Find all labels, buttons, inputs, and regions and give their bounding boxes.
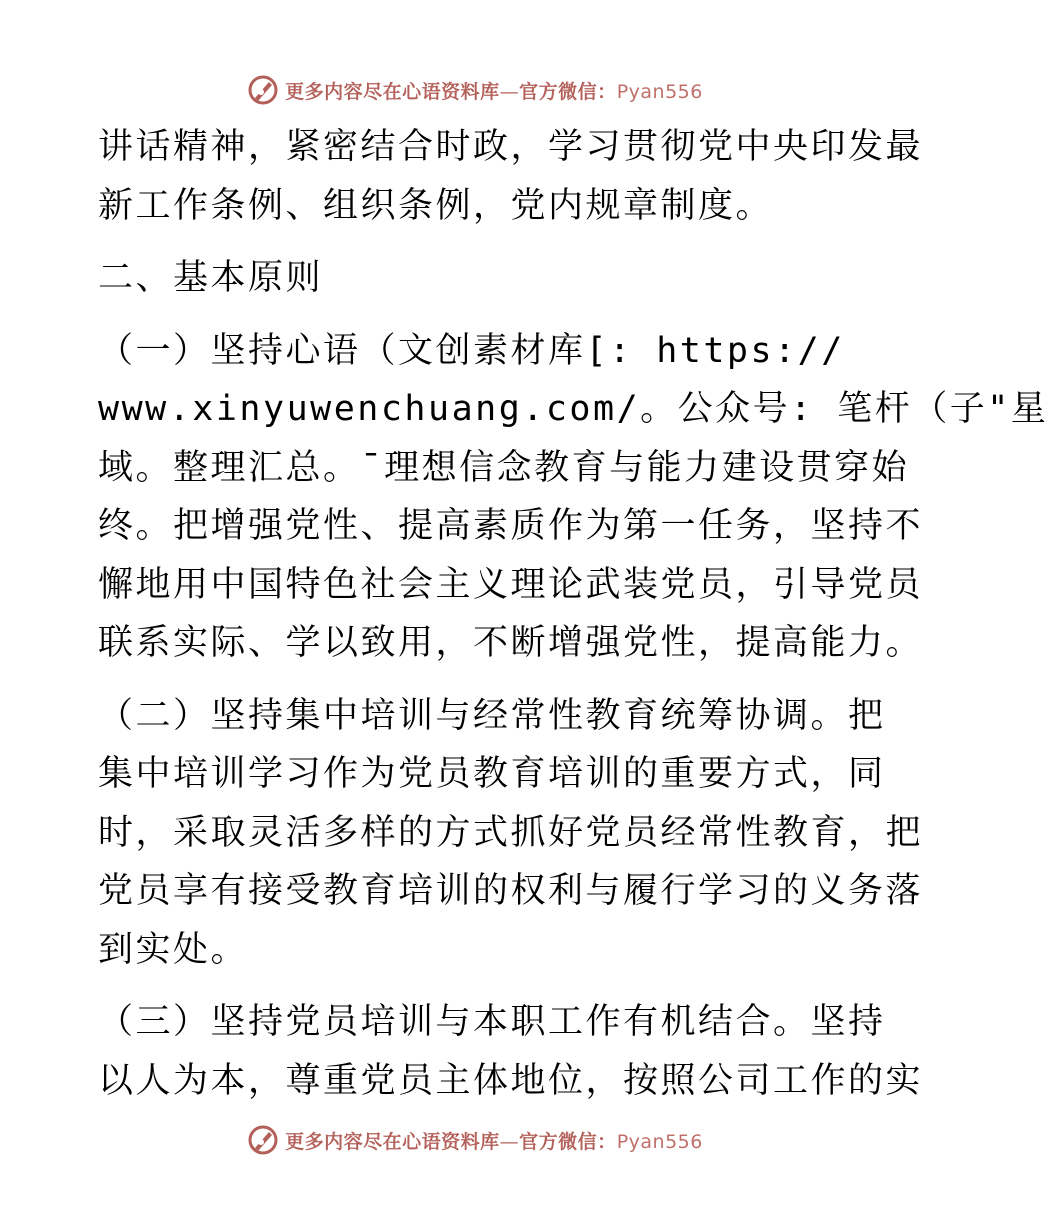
paragraph <box>98 993 924 1110</box>
text-line: （三）坚持党员培训与本职工作有机结合。坚持 <box>98 1002 886 1042</box>
watermark-dash: — <box>499 80 520 103</box>
paragraph <box>98 322 1048 673</box>
text-line: 讲话精神，紧密结合时政，学习贯彻党中央印发最 <box>98 127 924 167</box>
text-line: 新工作条例、组织条例，党内规章制度。 <box>98 185 774 226</box>
header-watermark <box>0 70 950 110</box>
footer-watermark <box>0 1120 950 1160</box>
text-line: （一）坚持心语（文创素材库[: https:// <box>98 330 845 371</box>
watermark-main-text: 更多内容尽在心语资料库 <box>285 1130 500 1153</box>
text-line: 二、基本原则 <box>98 258 324 298</box>
watermark-dash: — <box>499 1130 520 1153</box>
paragraph <box>98 118 924 235</box>
text-line: 党员享有接受教育培训的权利与履行学习的义务落 <box>98 871 924 911</box>
document-body <box>98 118 1048 1110</box>
watermark-wechat-label: 官方微信： <box>519 1130 617 1153</box>
text-line: www.xinyuwenchuang.com/。公众号: 笔杆（子"星 <box>98 389 1048 429</box>
paragraph <box>98 687 924 980</box>
text-line: 懈地用中国特色社会主义理论武装党员，引导党员 <box>98 564 924 605</box>
text-line: 域。整理汇总。¯理想信念教育与能力建设贯穿始 <box>98 447 910 488</box>
pen-logo-icon <box>247 74 279 106</box>
text-line: 终。把增强党性、提高素质作为第一任务，坚持不 <box>98 506 924 546</box>
watermark-wechat-id: Pyan556 <box>616 1130 703 1153</box>
text-line: 到实处。 <box>98 929 249 970</box>
text-line: 时，采取灵活多样的方式抓好党员经常性教育，把 <box>98 812 924 853</box>
section-heading <box>98 249 858 308</box>
watermark-main-text: 更多内容尽在心语资料库 <box>285 80 500 103</box>
text-line: （二）坚持集中培训与经常性教育统筹协调。把 <box>98 695 886 736</box>
text-line: 集中培训学习作为党员教育培训的重要方式，同 <box>98 754 886 794</box>
watermark-wechat-label: 官方微信： <box>519 80 617 103</box>
text-line: 以人为本，尊重党员主体地位，按照公司工作的实 <box>98 1060 924 1101</box>
text-line: 联系实际、学以致用，不断增强党性，提高能力。 <box>98 623 924 663</box>
pen-logo-icon <box>247 1124 279 1156</box>
watermark-wechat-id: Pyan556 <box>616 80 703 103</box>
